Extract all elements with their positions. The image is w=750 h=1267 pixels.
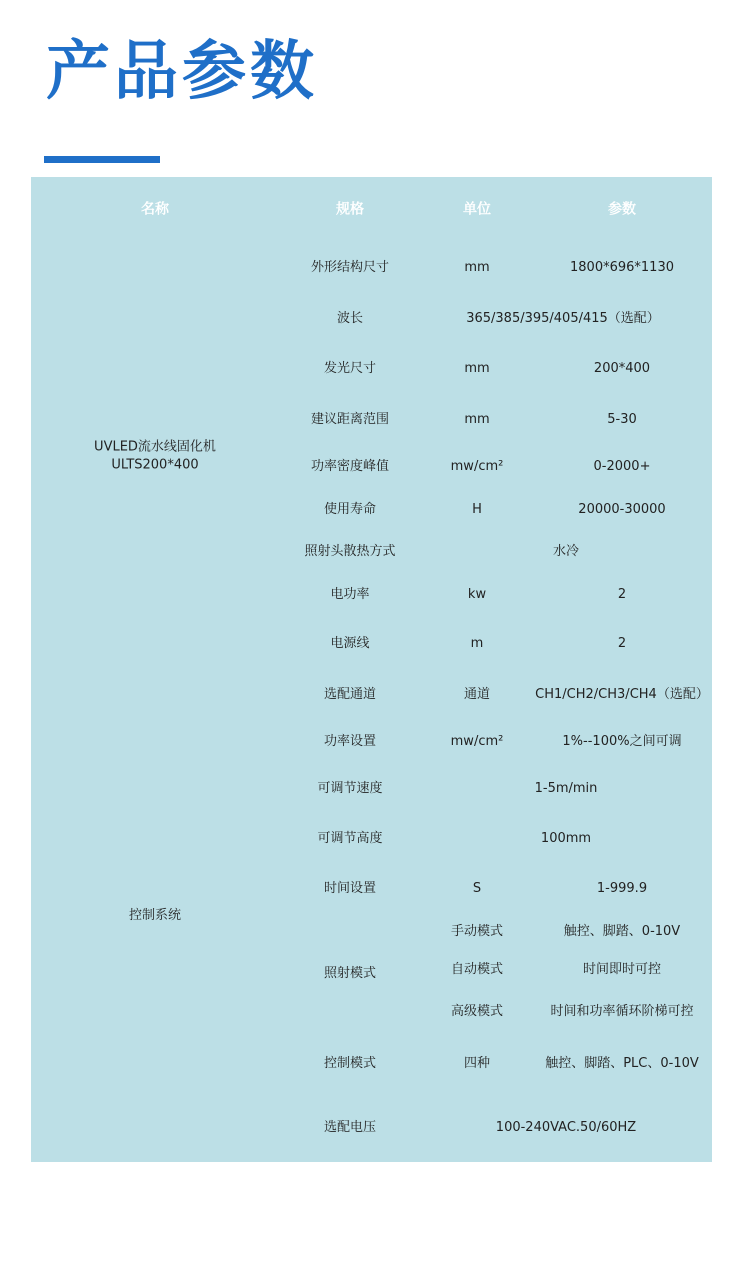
row-param: 1%--100%之间可调 (562, 734, 682, 750)
row-merged-value: 365/385/395/405/415（选配） (466, 311, 660, 327)
row-spec: 功率密度峰值 (310, 459, 390, 475)
row-spec: 电功率 (330, 587, 370, 603)
row-unit: mm (464, 412, 490, 428)
header-param: 参数 (608, 201, 636, 218)
row-param: 2 (617, 636, 627, 652)
row-spec: 控制模式 (323, 1056, 377, 1072)
row-spec: 建议距离范围 (310, 412, 390, 428)
row-spec: 使用寿命 (323, 502, 377, 518)
row-unit: H (472, 502, 482, 518)
row-spec: 照射头散热方式 (304, 544, 396, 560)
row-unit: m (470, 636, 484, 652)
row-unit: 通道 (463, 687, 491, 703)
row-unit: mw/cm² (450, 734, 504, 750)
page-title: 产品参数 (46, 35, 318, 109)
header-spec: 规格 (336, 201, 364, 218)
mode-name: 手动模式 (450, 924, 504, 940)
row-spec: 电源线 (330, 636, 370, 652)
row-spec: 时间设置 (323, 881, 377, 897)
mode-param: 时间即时可控 (582, 962, 662, 978)
machine-name-line1: UVLED流水线固化机 (94, 439, 216, 455)
title-underline (44, 156, 160, 163)
spec-table (31, 177, 712, 1162)
row-spec: 发光尺寸 (323, 361, 377, 377)
row-spec: 可调节高度 (317, 831, 383, 847)
header-unit: 单位 (463, 201, 491, 218)
header-name: 名称 (141, 201, 169, 218)
row-param: 1800*696*1130 (570, 260, 674, 276)
control-system-name: 控制系统 (128, 908, 182, 924)
row-param: 2 (617, 587, 627, 603)
row-spec: 外形结构尺寸 (310, 260, 390, 276)
row-param: 5-30 (607, 412, 637, 428)
row-merged-value: 水冷 (552, 544, 580, 560)
mode-name: 自动模式 (450, 962, 504, 978)
row-spec: 选配通道 (323, 687, 377, 703)
row-spec: 照射模式 (323, 966, 377, 982)
row-merged-value: 100mm (540, 831, 592, 847)
row-unit: mm (464, 260, 490, 276)
row-unit: S (472, 881, 482, 897)
row-unit: mm (464, 361, 490, 377)
row-unit: kw (467, 587, 487, 603)
row-param: 0-2000+ (593, 459, 651, 475)
mode-param: 触控、脚踏、0-10V (563, 924, 681, 940)
row-param: 20000-30000 (578, 502, 666, 518)
row-param: 1-999.9 (596, 881, 648, 897)
mode-name: 高级模式 (450, 1004, 504, 1020)
row-merged-value: 1-5m/min (534, 781, 598, 797)
mode-param: 时间和功率循环阶梯可控 (550, 1004, 694, 1020)
row-unit: mw/cm² (450, 459, 504, 475)
row-spec: 功率设置 (323, 734, 377, 750)
row-spec: 选配电压 (323, 1120, 377, 1136)
machine-model: ULTS200*400 (111, 457, 199, 472)
row-merged-value: 100-240VAC.50/60HZ (495, 1120, 637, 1136)
machine-name (94, 438, 216, 473)
row-spec: 波长 (336, 311, 364, 327)
row-spec: 可调节速度 (317, 781, 383, 797)
row-param: CH1/CH2/CH3/CH4（选配） (535, 687, 709, 703)
row-param: 200*400 (593, 361, 651, 377)
row-unit: 四种 (463, 1056, 491, 1072)
row-param: 触控、脚踏、PLC、0-10V (545, 1056, 699, 1072)
